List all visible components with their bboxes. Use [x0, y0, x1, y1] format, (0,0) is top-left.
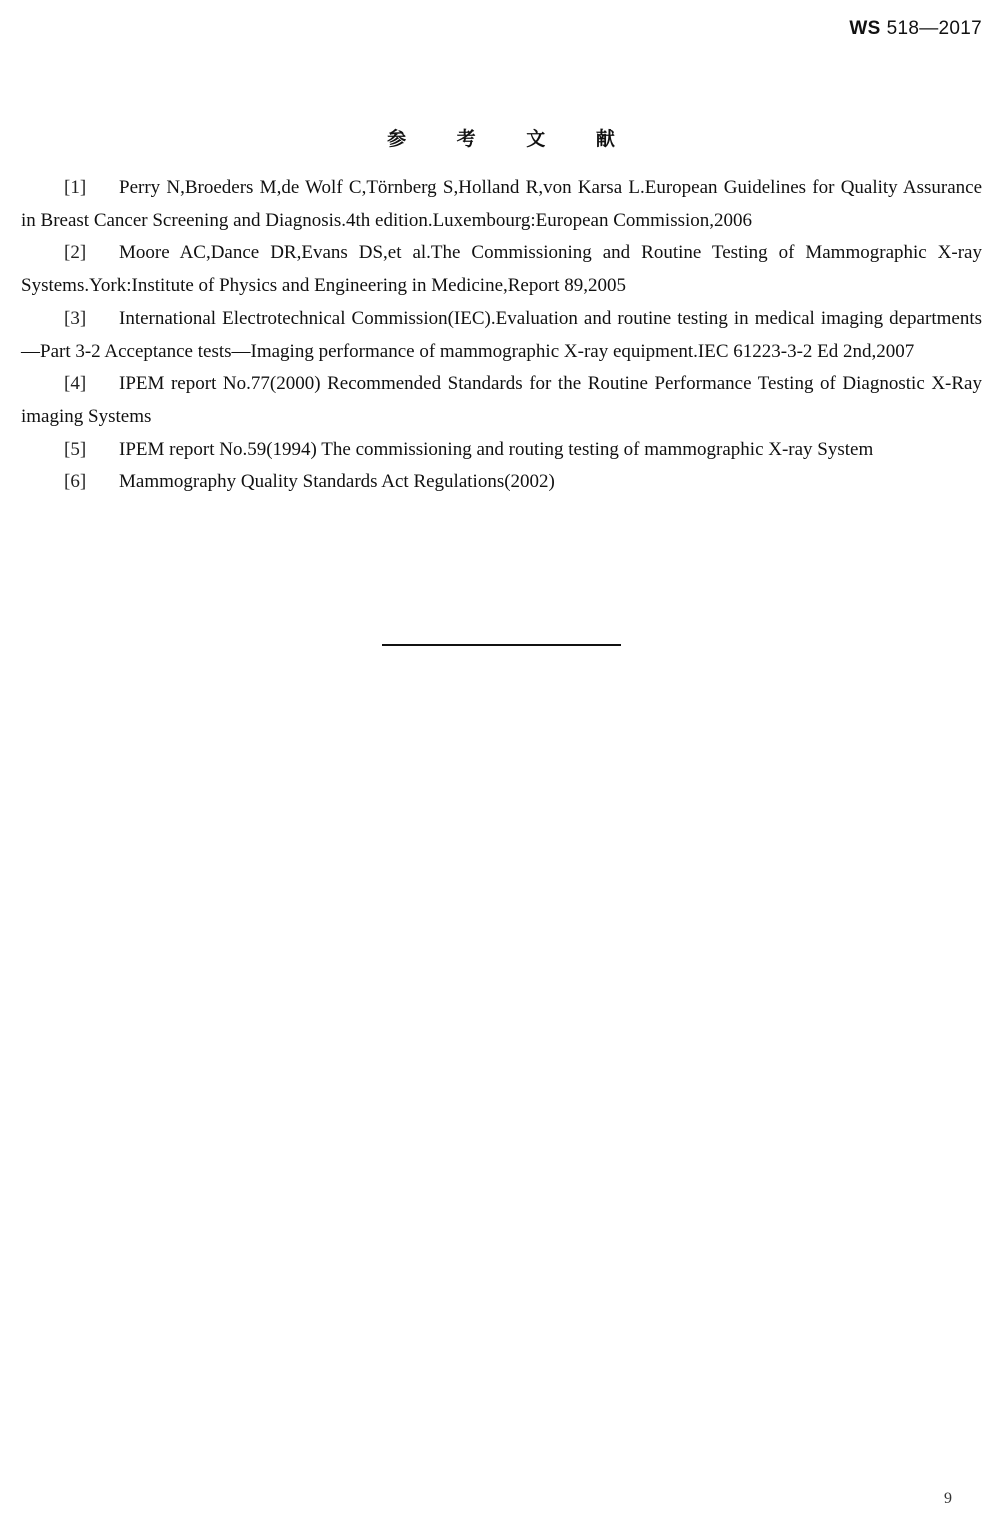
- reference-text: Moore AC,Dance DR,Evans DS,et al.The Commissioning and Routine Testing of Mammographic X-ray Systems.York:Institute of Physics and Engineering in Medicine,Report 89,2005: [21, 242, 982, 297]
- reference-text: International Electrotechnical Commission(IEC).Evaluation and routine testing in medical imaging departments—Part 3-2 Acceptance tests—Imaging performance of mammographic X-ray equipment.IEC 61223-3-2 Ed 2nd,2007: [21, 307, 982, 362]
- reference-item-2: [21, 237, 982, 302]
- reference-item-6: [21, 466, 982, 499]
- reference-list: [21, 172, 982, 499]
- reference-number: [2]: [64, 242, 87, 264]
- reference-number: [4]: [64, 373, 87, 395]
- reference-number: [6]: [64, 471, 87, 493]
- reference-text: Perry N,Broeders M,de Wolf C,Törnberg S,Holland R,von Karsa L.European Guidelines for Quality Assurance in Breast Cancer Screening and Diagnosis.4th edition.Luxembourg:European Commission,2006: [21, 177, 982, 231]
- end-divider: [382, 644, 621, 646]
- reference-item-3: [21, 303, 982, 368]
- reference-number: [5]: [64, 438, 87, 460]
- document-code: [849, 18, 982, 40]
- document-code-number: 518—2017: [886, 18, 982, 39]
- reference-number: [3]: [64, 307, 87, 329]
- reference-item-5: [21, 434, 982, 467]
- document-code-prefix: WS: [849, 18, 881, 39]
- reference-number: [1]: [64, 177, 87, 198]
- reference-text: IPEM report No.59(1994) The commissioning and routing testing of mammographic X-ray System: [119, 438, 874, 460]
- reference-text: Mammography Quality Standards Act Regulations(2002): [119, 471, 555, 493]
- reference-text: IPEM report No.77(2000) Recommended Standards for the Routine Performance Testing of Diagnostic X-Ray imaging Systems: [21, 373, 982, 427]
- reference-item-1: [21, 172, 982, 237]
- page-number: 9: [944, 1490, 952, 1507]
- reference-item-4: [21, 368, 982, 433]
- section-title: 参 考 文 献: [387, 128, 637, 150]
